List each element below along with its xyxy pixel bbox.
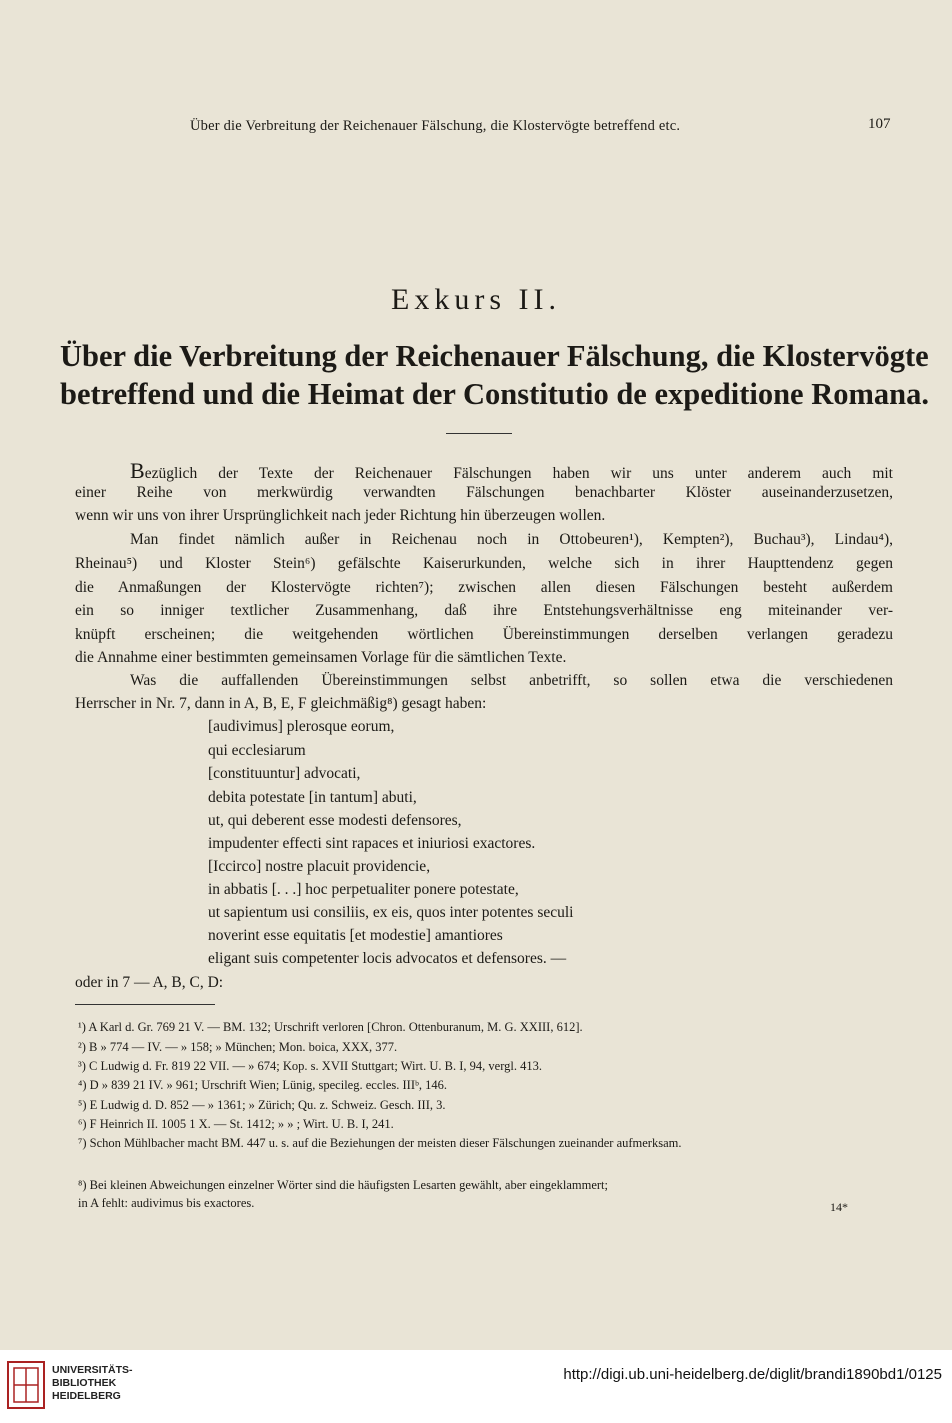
after-quote-line: oder in 7 — A, B, C, D:: [75, 974, 224, 991]
quote-line: qui ecclesiarum: [208, 742, 306, 759]
paragraph-3-line-2: Herrscher in Nr. 7, dann in A, B, E, F gleichmäßig⁸) gesagt haben:: [75, 695, 487, 712]
quote-line: debita potestate [in tantum] abuti,: [208, 789, 417, 806]
paragraph-2-line-5: knüpft erscheinen; die weitgehenden wörtlichen Übereinstimmungen derselben verlangen geradezu: [75, 626, 893, 643]
signature-mark: 14*: [830, 1200, 848, 1214]
page-number: 107: [868, 116, 891, 132]
footnote-4: ⁴) D » 839 21 IV. » 961; Urschrift Wien; Lünig, specileg. eccles. IIIᵇ, 146.: [78, 1078, 447, 1092]
title-divider: [446, 433, 512, 434]
quote-line: in abbatis [. . .] hoc perpetualiter ponere potestate,: [208, 881, 519, 898]
footnote-divider: [75, 1004, 215, 1005]
title-line-2: betreffend und die Heimat der Constitutio de expeditione Romana.: [60, 377, 929, 411]
paragraph-1-line-1: [75, 458, 893, 484]
quote-line: ut sapientum usi consiliis, ex eis, quos inter potentes seculi: [208, 904, 574, 921]
footnote-5: ⁵) E Ludwig d. D. 852 — » 1361; » Zürich; Qu. z. Schweiz. Gesch. III, 3.: [78, 1098, 446, 1112]
drop-cap: B: [130, 458, 145, 483]
paragraph-2-line-6: die Annahme einer bestimmten gemeinsamen Vorlage für die sämtlichen Texte.: [75, 649, 567, 666]
quote-line: [Iccirco] nostre placuit providencie,: [208, 858, 431, 875]
footnote-6: ⁶) F Heinrich II. 1005 1 X. — St. 1412; » » ; Wirt. U. B. I, 241.: [78, 1117, 394, 1131]
logo-line: HEIDELBERG: [52, 1390, 121, 1402]
quote-line: eligant suis competenter locis advocatos et defensores. —: [208, 950, 567, 967]
quote-line: ut, qui deberent esse modesti defensores,: [208, 812, 462, 829]
footnote-3: ³) C Ludwig d. Fr. 819 22 VII. — » 674; Kop. s. XVII Stuttgart; Wirt. U. B. I, 94, vergl. 413.: [78, 1059, 542, 1073]
library-logo-text: [52, 1364, 133, 1403]
paragraph-1-line-2: einer Reihe von merkwürdig verwandten Fälschungen benachbarter Klöster auseinanderzusetzen,: [75, 484, 893, 501]
title-line-1: Über die Verbreitung der Reichenauer Fälschung, die Klostervögte: [60, 339, 929, 373]
paragraph-1-line-3: wenn wir uns von ihrer Ursprünglichkeit nach jeder Richtung hin überzeugen wollen.: [75, 507, 606, 524]
paragraph-2-line-1: Man findet nämlich außer in Reichenau noch in Ottobeuren¹), Kempten²), Buchau³), Lindau⁴),: [130, 531, 893, 548]
footnote-7: ⁷) Schon Mühlbacher macht BM. 447 u. s. auf die Beziehungen der meisten dieser Fälschungen zueinander aufmerksam.: [78, 1136, 682, 1150]
footnote-1: ¹) A Karl d. Gr. 769 21 V. — BM. 132; Urschrift verloren [Chron. Ottenburanum, M. G. XXIII, 612].: [78, 1020, 583, 1034]
source-url-link[interactable]: http://digi.ub.uni-heidelberg.de/diglit/brandi1890bd1/0125: [563, 1366, 942, 1383]
quote-line: impudenter effecti sint rapaces et iniuriosi exactores.: [208, 835, 536, 852]
footnote-8-continued: in A fehlt: audivimus bis exactores.: [78, 1196, 255, 1210]
quote-line: noverint esse equitatis [et modestie] amantiores: [208, 927, 503, 944]
footnote-8: ⁸) Bei kleinen Abweichungen einzelner Wörter sind die häufigsten Lesarten gewählt, aber eingeklammert;: [78, 1178, 608, 1192]
section-heading: Exkurs II.: [391, 283, 561, 316]
p1-text-1: ezüglich der Texte der Reichenauer Fälschungen haben wir uns unter anderem auch mit: [144, 465, 893, 482]
paragraph-3-line-1: Was die auffallenden Übereinstimmungen selbst anbetrifft, so sollen etwa die verschiedenen: [130, 672, 893, 689]
logo-line: BIBLIOTHEK: [52, 1377, 117, 1389]
quote-line: [constituuntur] advocati,: [208, 765, 361, 782]
logo-line: UNIVERSITÄTS-: [52, 1364, 133, 1376]
footnote-2: ²) B » 774 — IV. — » 158; » München; Mon. boica, XXX, 377.: [78, 1040, 398, 1054]
quote-line: [audivimus] plerosque eorum,: [208, 718, 395, 735]
paragraph-2-line-4: ein so inniger textlicher Zusammenhang, daß ihre Entstehungsverhältnisse eng miteinander ver-: [75, 602, 893, 619]
library-seal-icon: [6, 1360, 46, 1410]
running-head: Über die Verbreitung der Reichenauer Fälschung, die Klostervögte betreffend etc.: [190, 118, 681, 134]
paragraph-2-line-3: die Anmaßungen der Klostervögte richten⁷); zwischen allen diesen Fälschungen besteht außerdem: [75, 579, 893, 596]
footer-bar: [0, 1350, 952, 1423]
paragraph-2-line-2: Rheinau⁵) und Kloster Stein⁶) gefälschte Kaiserurkunden, welche sich in ihrer Haupttendenz gegen: [75, 555, 893, 572]
